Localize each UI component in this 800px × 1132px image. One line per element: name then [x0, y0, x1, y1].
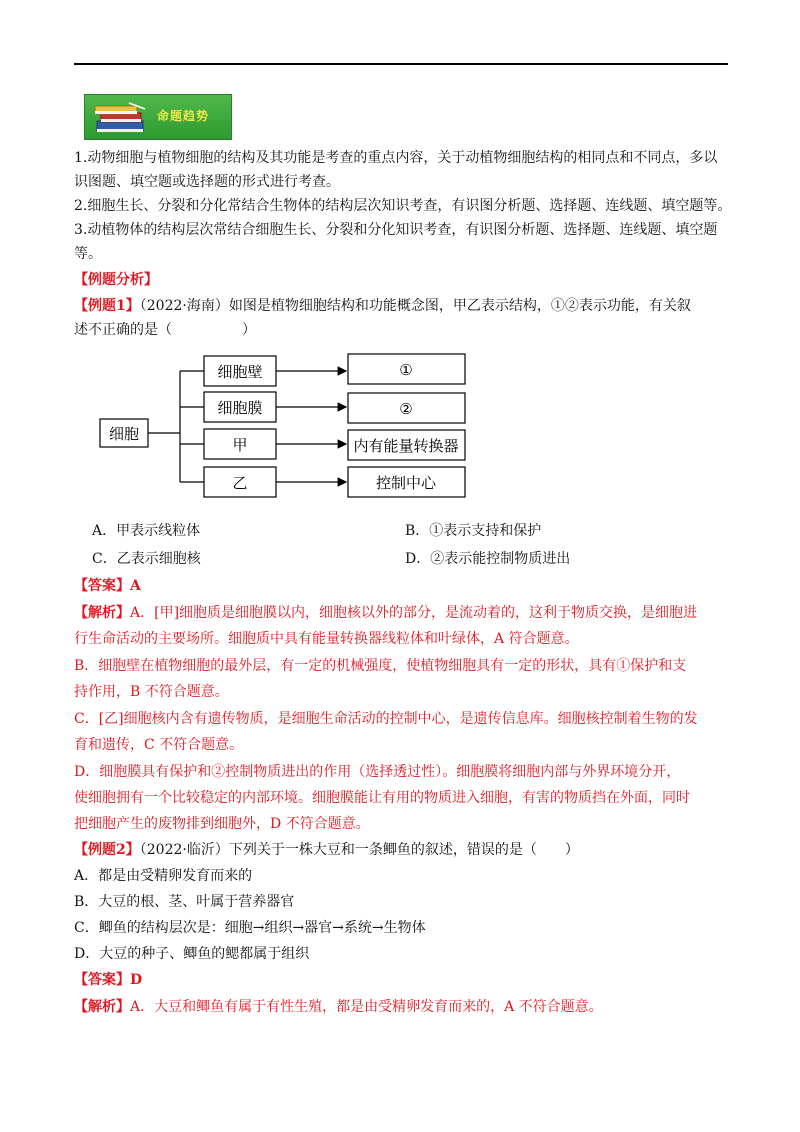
intro-line-5: 等。	[74, 246, 102, 262]
example1-stem-text: （2022·海南）如图是植物细胞结构和功能概念图，甲乙表示结构，①②表示功能，有关叙	[139, 298, 691, 314]
intro-line-2: 识图题、填空题或选择题的形式进行考查。	[74, 174, 340, 190]
example2-analysis: 【解析】A．大豆和鲫鱼有属于有性生殖，都是由受精卵发育而来的，A 不符合题意。	[74, 999, 603, 1015]
function-label-1: ①	[399, 361, 413, 379]
structure-label-4: 乙	[232, 474, 248, 492]
intro-line-3: 2.细胞生长、分裂和分化常结合生物体的结构层次知识考查，有识图分析题、选择题、连线题、填空题等。	[74, 198, 732, 214]
example1-analysis-line-2: 行生命活动的主要场所。细胞质中具有能量转换器线粒体和叶绿体，A 符合题意。	[74, 631, 579, 647]
example2-option-b: B．大豆的根、茎、叶属于营养器官	[74, 894, 295, 910]
example1-option-d: D．②表示能控制物质进出	[405, 551, 571, 567]
example1-analysis-line-4: 持作用，B 不符合题意。	[74, 684, 229, 700]
example1-analysis-line-8: 使细胞拥有一个比较稳定的内部环境。细胞膜能让有用的物质进入细胞，有害的物质挡在外面，同时	[74, 790, 690, 806]
example1-analysis-line-5: C．[乙]细胞核内含有遗传物质，是细胞生命活动的控制中心，是遗传信息库。细胞核控制着生物的发	[74, 711, 698, 727]
example2-option-a: A．都是由受精卵发育而来的	[74, 868, 253, 884]
example2-tag: 【例题2】	[74, 842, 140, 858]
example2-stem-text: （2022·临沂）下列关于一株大豆和一条鲫鱼的叙述，错误的是（ ）	[139, 842, 579, 858]
diagram-root-label: 细胞	[108, 425, 140, 443]
example1-analysis-tag: 【解析】	[74, 605, 130, 621]
example1-option-b: B．①表示支持和保护	[405, 523, 542, 539]
intro-line-4: 3.动植物体的结构层次常结合细胞生长、分裂和分化知识考查，有识图分析题、选择题、连线题、填空题	[74, 222, 718, 238]
example2-stem	[74, 841, 579, 859]
structure-label-2: 细胞膜	[217, 399, 263, 417]
structure-label-1: 细胞壁	[217, 363, 263, 381]
section-title: 【例题分析】	[74, 272, 158, 288]
intro-line-1: 1.动物细胞与植物细胞的结构及其功能是考查的重点内容，关于动植物细胞结构的相同点和不同点，多以	[74, 150, 718, 166]
example1-stem-line2: 述不正确的是（ ）	[74, 322, 256, 338]
example1-analysis-line-7: D．细胞膜具有保护和②控制物质进出的作用（选择透过性）。细胞膜将细胞内部与外界环境分开，	[74, 764, 681, 780]
example2-answer: 【答案】D	[74, 972, 143, 988]
example2-analysis-tag: 【解析】	[74, 999, 130, 1015]
example1-analysis-line-1: 【解析】A．[甲]细胞质是细胞膜以内，细胞核以外的部分，是流动着的，这利于物质交换，是细胞进	[74, 605, 698, 621]
example1-option-c: C．乙表示细胞核	[92, 551, 201, 567]
example1-analysis-line-9: 把细胞产生的废物排到细胞外，D 不符合题意。	[74, 816, 370, 832]
example1-analysis-line-6: 育和遗传，C 不符合题意。	[74, 737, 244, 753]
badge-label: 命题趋势	[157, 109, 210, 123]
function-label-4: 控制中心	[375, 474, 437, 492]
function-label-3: 内有能量转换器	[353, 437, 459, 455]
example2-option-c: C．鲫鱼的结构层次是：细胞→组织→器官→系统→生物体	[74, 920, 426, 936]
example1-option-a: A．甲表示线粒体	[92, 523, 201, 539]
example1-tag: 【例题1】	[74, 298, 140, 314]
structure-label-3: 甲	[232, 436, 248, 454]
example1-analysis-line-3: B．细胞壁在植物细胞的最外层，有一定的机械强度，使植物细胞具有一定的形状，具有①保护和支	[74, 658, 687, 674]
example1-answer: 【答案】A	[74, 578, 141, 594]
function-label-2: ②	[399, 400, 413, 418]
example2-option-d: D．大豆的种子、鲫鱼的鳃都属于组织	[74, 946, 310, 962]
